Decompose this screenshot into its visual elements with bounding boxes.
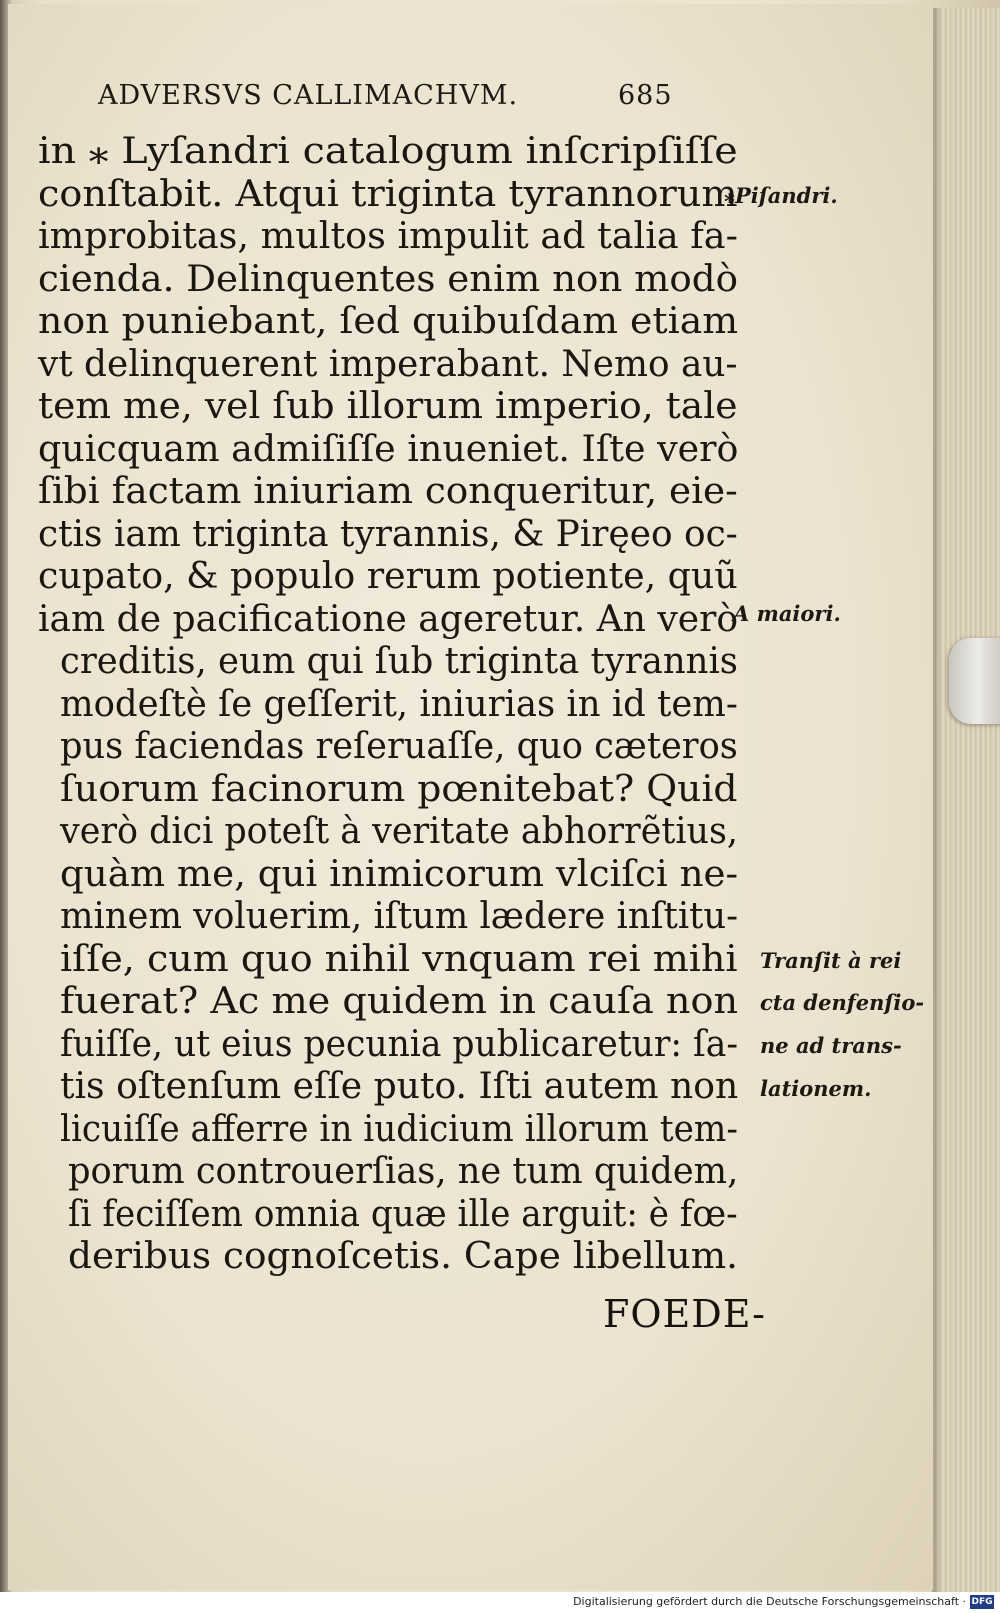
body-text [38, 132, 738, 1292]
running-header [98, 80, 738, 120]
text-line: fuiſſe, ut eius pecunia publicaretur: ſa- [60, 1023, 739, 1065]
text-line: verò dici poteſt à veritate abhorrẽtius, [60, 811, 738, 852]
catchword: FOEDE- [603, 1292, 767, 1336]
book-clasp [949, 638, 1000, 724]
text-line: ſibi factam iniuriam conqueritur, eie- [38, 471, 738, 512]
text-line: ſi feciſſem omnia quæ ille arguit: è fœ- [68, 1193, 738, 1235]
text-line: iam de pacificatione ageretur. An verò [38, 598, 739, 640]
text-line: vt delinquerent imperabant. Nemo au- [38, 343, 738, 385]
text-line: pus faciendas reſeruaſſe, quo cæteros [60, 726, 738, 767]
text-line: fuerat? Ac me quidem in cauſa non [60, 981, 739, 1022]
running-title: ADVERSVS CALLIMACHVM. [98, 80, 519, 111]
margin-note: Tranſit à rei [760, 948, 902, 973]
text-line: ctis iam triginta tyrannis, & Piręeo oc- [38, 513, 738, 555]
text-line: quicquam admiſiſſe inueniet. Iſte verò [38, 428, 739, 470]
margin-note: A maiori. [733, 601, 841, 626]
text-line: minem voluerim, iſtum lædere inſtitu- [60, 896, 739, 937]
text-line: in ⁎ Lyſandri catalogum inſcripſiſſe [38, 131, 738, 172]
footer-bar [0, 1592, 1000, 1613]
text-line: quàm me, qui inimicorum vlciſci ne- [60, 853, 739, 895]
book-page [8, 4, 933, 1590]
text-line: improbitas, multos impulit ad talia fa- [38, 216, 738, 257]
book-page-edges [932, 8, 1000, 1592]
margin-note: cta denfenſio- [760, 990, 925, 1015]
text-line: porum controuerſias, ne tum quidem, [68, 1151, 739, 1192]
text-line: licuiſſe afferre in iudicium illorum tem- [60, 1108, 738, 1150]
text-line: non puniebant, ſed quibuſdam etiam [38, 301, 739, 342]
text-line: modeſtè ſe geſſerit, iniurias in id tem- [60, 683, 738, 725]
text-line: conſtabit. Atqui triginta tyrannorum [38, 173, 738, 215]
text-line: tem me, vel ſub illorum imperio, tale [38, 386, 738, 427]
text-line: ſuorum facinorum pœnitebat? Quid [60, 768, 738, 810]
text-line: tis oſtenſum eſſe puto. Iſti autem non [60, 1066, 739, 1107]
text-line: creditis, eum qui ſub triginta tyrannis [60, 641, 738, 682]
digitization-credit: Digitalisierung gefördert durch die Deutsche Forschungsgemeinschaft · [573, 1595, 966, 1608]
margin-note: ne ad trans- [760, 1033, 902, 1058]
text-line: cienda. Delinquentes enim non modò [38, 258, 738, 300]
margin-note: lationem. [760, 1076, 872, 1101]
text-line: deribus cognoſcetis. Cape libellum. [68, 1236, 739, 1277]
page-number: 685 [618, 80, 673, 111]
margin-note: ⁎Piſandri. [724, 183, 838, 208]
dfg-logo: DFG [971, 1597, 993, 1607]
text-line: iſſe, cum quo nihil vnquam rei mihi [60, 938, 738, 980]
text-line: cupato, & populo rerum potiente, quũ [38, 556, 738, 597]
